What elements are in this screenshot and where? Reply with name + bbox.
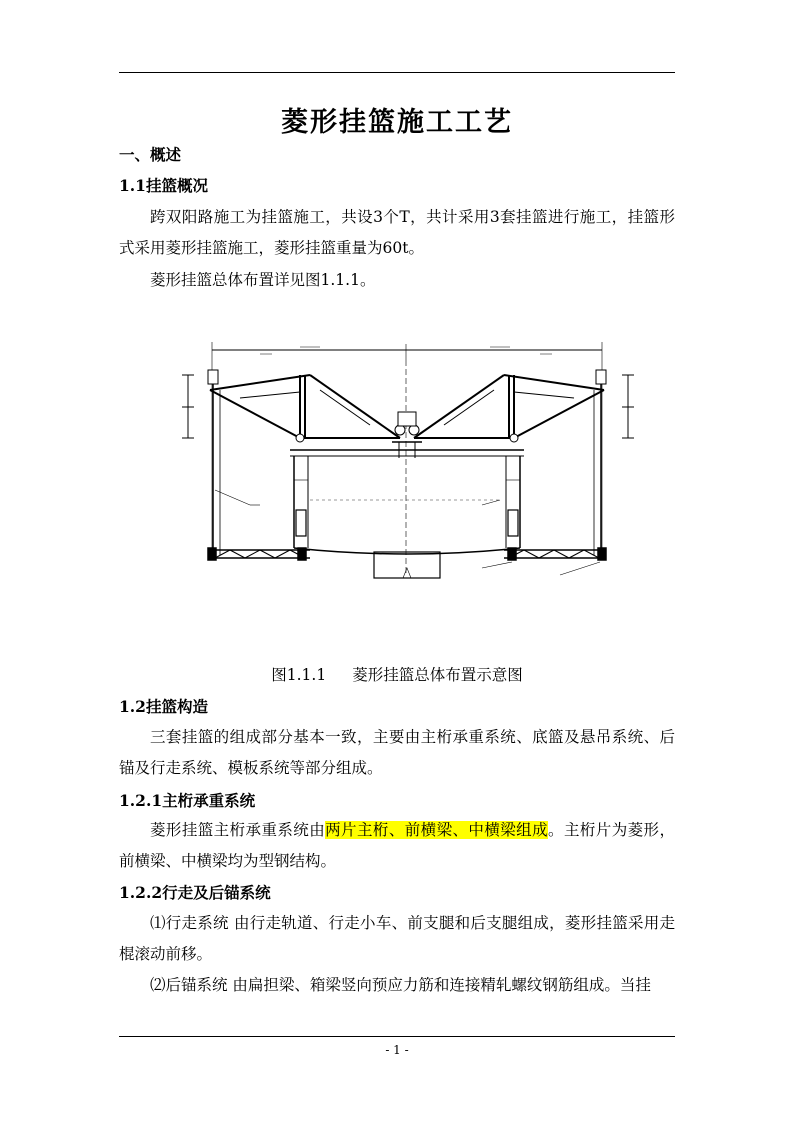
figure-caption-text: 菱形挂篮总体布置示意图 [352,666,523,684]
left-main-truss [210,375,400,438]
section-heading-1-2: 1.2挂篮构造 [119,697,208,716]
paragraph-1-2-1-start: 菱形挂篮主桁承重系统由 [150,821,326,839]
section-heading-1-2-1: 1.2.1主桁承重系统 [119,791,256,810]
left-bottom-basket [208,548,310,560]
page-number: - 1 - [385,1043,409,1057]
pier [374,552,440,578]
paragraph-1-2: 三套挂篮的组成部分基本一致，主要由主桁承重系统、底篮及悬吊系统、后锚及行走系统、模板系统等部分组成。 [119,728,675,777]
section-heading-1-2-2: 1.2.2行走及后锚系统 [119,883,271,902]
paragraph-1-2-2-walking-system: ⑴行走系统 由行走轨道、行走小车、前支腿和后支腿组成，菱形挂篮采用走棍滚动前移。 [119,914,675,963]
paragraph-1-2-1-end: 。主桁片为菱形，前横梁、中横梁均为型钢结构。 [119,821,675,870]
paragraph-1-2-1 [119,815,675,877]
highlighted-text: 两片主桁、前横梁、中横梁组成 [325,821,549,839]
document-title: 菱形挂篮施工工艺 [281,107,513,138]
section-heading-1-1: 1.1挂篮概况 [119,176,208,195]
right-main-truss [414,375,604,438]
paragraph-1-2-2-anchor-system: ⑵后锚系统 由扁担梁、箱梁竖向预应力筋和连接精轧螺纹钢筋组成。当挂 [150,976,651,994]
paragraph-1-1-figure-ref: 菱形挂篮总体布置详见图1.1.1。 [150,271,376,289]
header-rule [119,72,675,73]
right-bottom-basket [504,548,606,560]
hanging-basket-layout-figure [160,330,634,592]
figure-caption [0,663,794,685]
footer-rule [119,1036,675,1037]
figure-caption-number: 图1.1.1 [271,666,327,684]
paragraph-1-1-overview: 跨双阳路施工为挂篮施工，共设3个T，共计采用3套挂篮进行施工，挂篮形式采用菱形挂篮施工，菱形挂篮重量为60t。 [119,208,675,257]
section-heading-overview: 一、概述 [119,145,182,164]
box-girder-section [290,450,524,554]
